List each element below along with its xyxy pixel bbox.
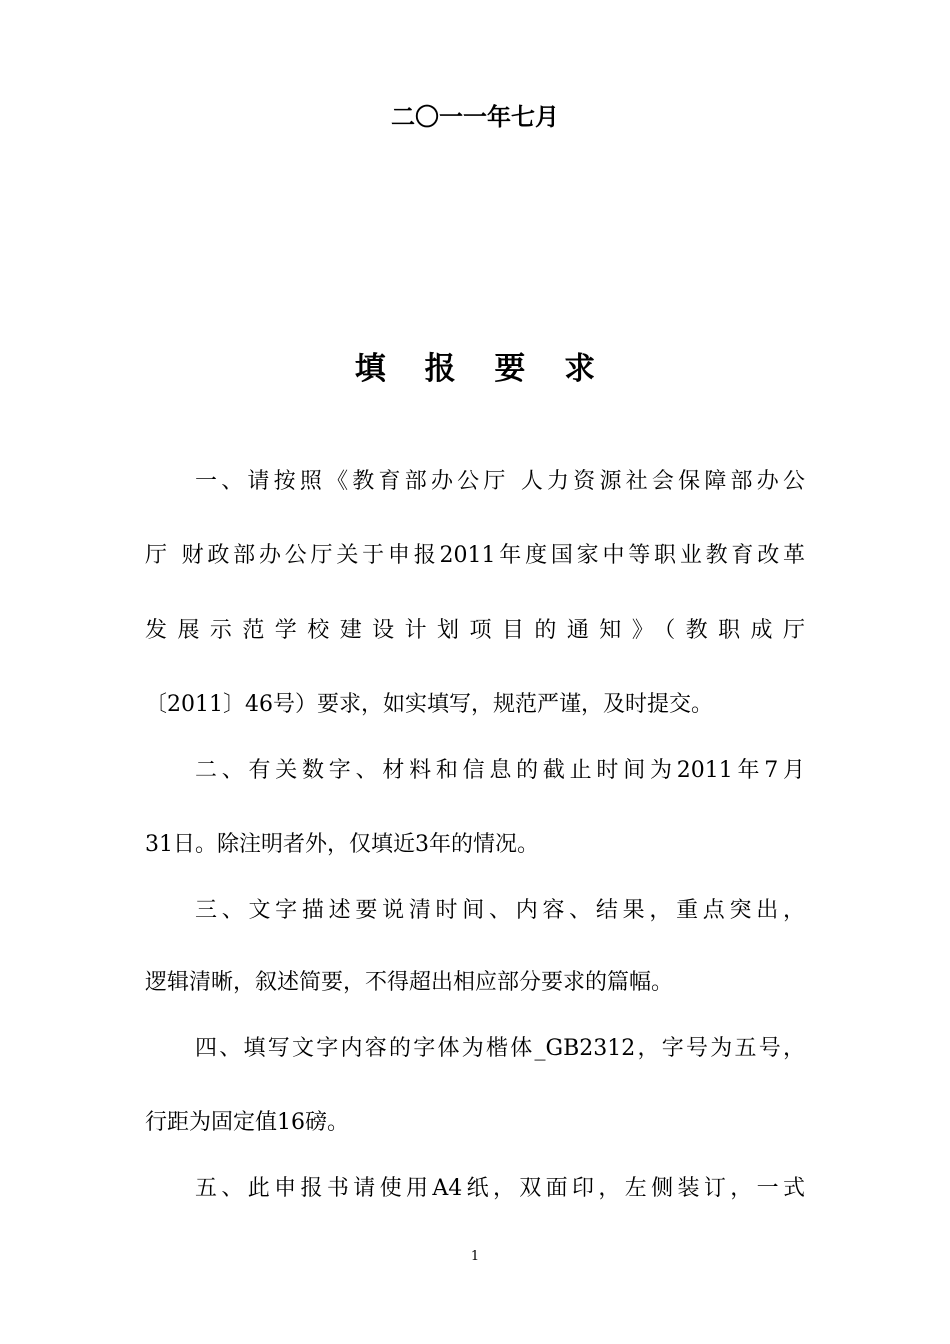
page-number: 1 (470, 1249, 480, 1264)
paragraph-3-line-1: 三、文字描述要说清时间、内容、结果，重点突出， (195, 898, 805, 923)
paragraph-1-line-4: 〔2011〕46号）要求，如实填写，规范严谨，及时提交。 (145, 692, 713, 717)
paragraph-5-line-1: 五、此申报书请使用A4纸，双面印，左侧装订，一式 (195, 1176, 805, 1201)
paragraph-4-line-2: 行距为固定值16磅。 (145, 1110, 349, 1135)
paragraph-2-line-2: 31日。除注明者外，仅填近3年的情况。 (145, 832, 539, 857)
paragraph-1-line-2: 厅 财政部办公厅关于申报2011年度国家中等职业教育改革 (145, 543, 805, 568)
paragraph-2-line-1: 二、有关数字、材料和信息的截止时间为2011年7月 (195, 758, 805, 783)
paragraph-3-line-2: 逻辑清晰，叙述简要，不得超出相应部分要求的篇幅。 (145, 970, 674, 995)
paragraph-4-line-1: 四、填写文字内容的字体为楷体_GB2312，字号为五号， (195, 1036, 805, 1061)
paragraph-1-line-1: 一、请按照《教育部办公厅 人力资源社会保障部办公 (195, 469, 805, 494)
section-heading: 填 报 要 求 (354, 351, 610, 387)
date-line: 二〇一一年七月 (391, 103, 559, 131)
paragraph-1-line-3: 发展示范学校建设计划项目的通知》（教职成厅 (145, 618, 805, 643)
